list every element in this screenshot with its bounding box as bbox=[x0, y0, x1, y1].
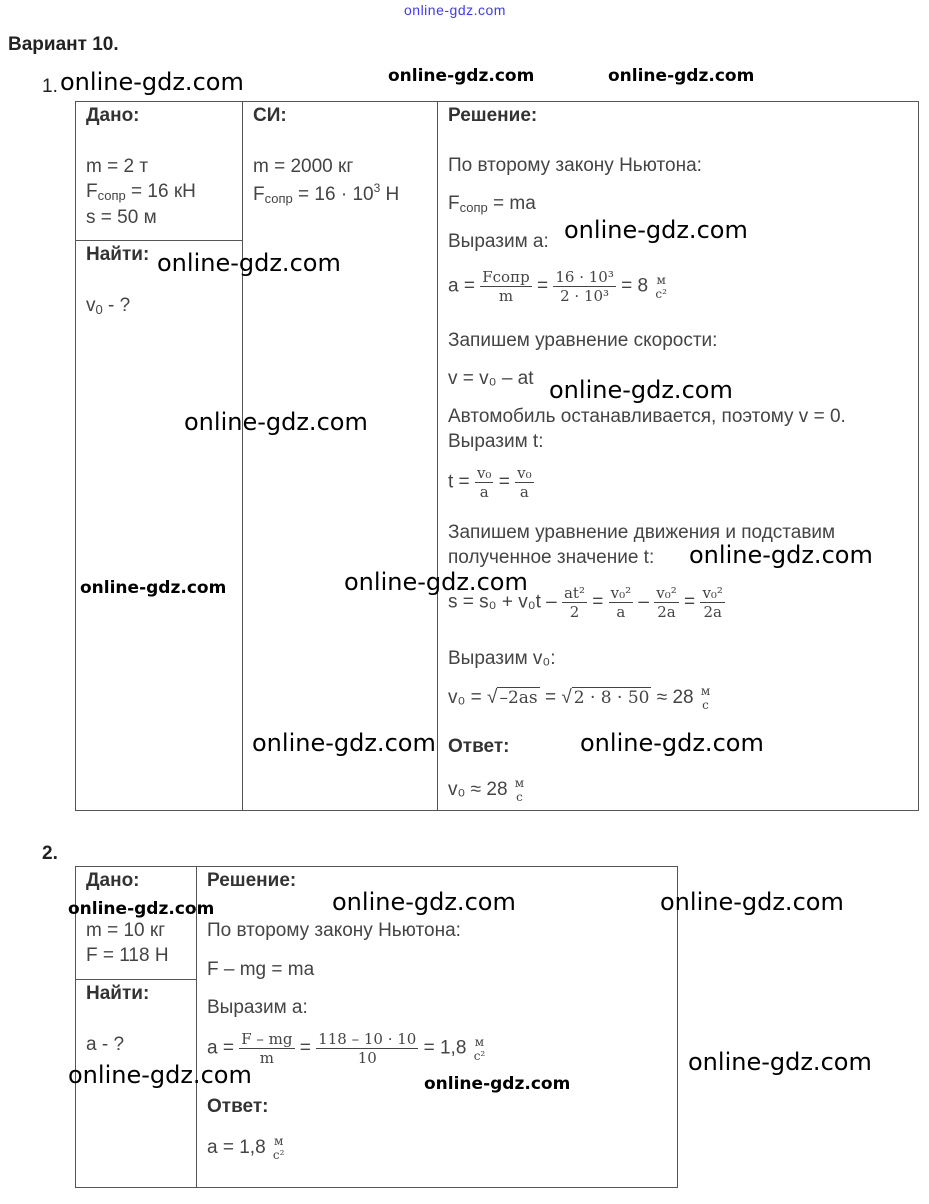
problem2-given-header: Дано: bbox=[86, 870, 140, 891]
p2-newton-text: По второму закону Ньютона: bbox=[207, 920, 461, 941]
watermark-top[interactable]: online-gdz.com bbox=[404, 2, 506, 18]
problem2-given-m: m = 10 кг bbox=[86, 920, 166, 941]
p1-eq1: $F_{сопр}$ = ma bbox=[448, 193, 536, 215]
p2-eq: F – mg = ma bbox=[207, 959, 315, 980]
problem2-find-header: Найти: bbox=[86, 983, 150, 1004]
p2-express-a: Выразим a: bbox=[207, 997, 308, 1018]
problem2-answer-header: Ответ: bbox=[207, 1096, 269, 1117]
watermark-8[interactable]: online-gdz.com bbox=[689, 541, 873, 569]
problem2-solution-header: Решение: bbox=[207, 870, 297, 891]
watermark-12[interactable]: online-gdz.com bbox=[580, 729, 764, 757]
problem1-given-header: Дано: bbox=[86, 105, 140, 126]
problem1-si-f: $F_{сопр} = 16 \cdot 10^3$ Н bbox=[253, 181, 400, 206]
problem2-given-divider bbox=[75, 979, 197, 980]
problem1-given-f: $F_{сопр} = 16$ кН bbox=[86, 181, 196, 203]
watermark-13[interactable]: online-gdz.com bbox=[332, 888, 516, 916]
p1-speed-title: Запишем уравнение скорости: bbox=[448, 330, 718, 351]
watermark-11[interactable]: online-gdz.com bbox=[252, 729, 436, 757]
watermark-16[interactable]: online-gdz.com bbox=[688, 1048, 872, 1076]
watermark-1[interactable]: online-gdz.com bbox=[60, 68, 244, 96]
problem2-answer: a = 1,8 м c² bbox=[207, 1134, 285, 1162]
p1-motion-title-2: полученное значение t: bbox=[448, 547, 655, 568]
watermark-2[interactable]: online-gdz.com bbox=[388, 66, 535, 86]
watermark-10[interactable]: online-gdz.com bbox=[80, 578, 227, 598]
problem1-find: $v_0$ - ? bbox=[86, 295, 131, 317]
problem1-given-divider bbox=[75, 240, 243, 241]
problem1-number: 1. bbox=[42, 76, 58, 97]
problem1-answer-header: Ответ: bbox=[448, 736, 510, 757]
problem1-answer: v₀ ≈ 28 м с bbox=[448, 776, 525, 804]
p1-speed-eq: v = v₀ – at bbox=[448, 368, 534, 389]
p1-formula-v0: v₀ = √ –2as = √ 2 · 8 · 50 ≈ 28 м с bbox=[448, 684, 711, 712]
problem1-given-s: s = 50 м bbox=[86, 207, 157, 228]
watermark-5[interactable]: online-gdz.com bbox=[157, 249, 341, 277]
watermark-18[interactable]: online-gdz.com bbox=[424, 1074, 571, 1094]
p1-motion-title-1: Запишем уравнение движения и подставим bbox=[448, 522, 836, 543]
problem1-si-header: СИ: bbox=[253, 105, 287, 126]
problem1-divider-2 bbox=[437, 101, 438, 811]
p1-newton-text: По второму закону Ньютона: bbox=[448, 155, 702, 176]
problem1-solution-header: Решение: bbox=[448, 105, 538, 126]
p1-express-a: Выразим a: bbox=[448, 231, 549, 252]
watermark-15[interactable]: online-gdz.com bbox=[68, 899, 215, 919]
p1-stops-text: Автомобиль останавливается, поэтому v = 0. bbox=[448, 406, 846, 427]
problem2-find: a - ? bbox=[86, 1034, 125, 1055]
problem1-find-header: Найти: bbox=[86, 244, 150, 265]
watermark-9[interactable]: online-gdz.com bbox=[344, 568, 528, 596]
problem1-si-m: m = 2000 кг bbox=[253, 156, 354, 177]
p1-formula-t: t = $\frac{\text{v₀}}{a}$ = $\frac{\text{v₀}}{a}$ bbox=[448, 464, 532, 501]
watermark-3[interactable]: online-gdz.com bbox=[608, 66, 755, 86]
p2-formula-a: a = $\frac{F - mg}{m}$ = $\frac{118 - 10 \cdot 10}{10}$ = 1,8 м c² bbox=[207, 1030, 486, 1067]
p1-formula-s: s = s₀ + v₀t – $\frac{\text{at²}}{2}$ = $\frac{\text{v₀²}}{a}$ – $\frac{\text{v₀²}}{2a}$ = $\frac{\text{v₀²}}{2a}$ bbox=[448, 584, 723, 621]
watermark-7[interactable]: online-gdz.com bbox=[184, 408, 368, 436]
p1-express-t: Выразим t: bbox=[448, 431, 544, 452]
watermark-17[interactable]: online-gdz.com bbox=[68, 1061, 252, 1089]
problem2-given-f: F = 118 Н bbox=[86, 945, 169, 966]
problem1-divider-1 bbox=[242, 101, 243, 811]
problem1-given-m: m = 2 т bbox=[86, 156, 149, 177]
p1-formula-a: a = $\frac{\text{Fсопр}}{m}$ = $\frac{\text{16 · 10³}}{\text{2 · 10³}}$ = 8 м c² bbox=[448, 268, 667, 305]
watermark-4[interactable]: online-gdz.com bbox=[564, 216, 748, 244]
variant-title: Вариант 10. bbox=[8, 34, 119, 55]
p1-express-v0: Выразим v₀: bbox=[448, 648, 556, 669]
problem2-number: 2. bbox=[42, 843, 58, 864]
watermark-14[interactable]: online-gdz.com bbox=[660, 888, 844, 916]
watermark-6[interactable]: online-gdz.com bbox=[549, 376, 733, 404]
